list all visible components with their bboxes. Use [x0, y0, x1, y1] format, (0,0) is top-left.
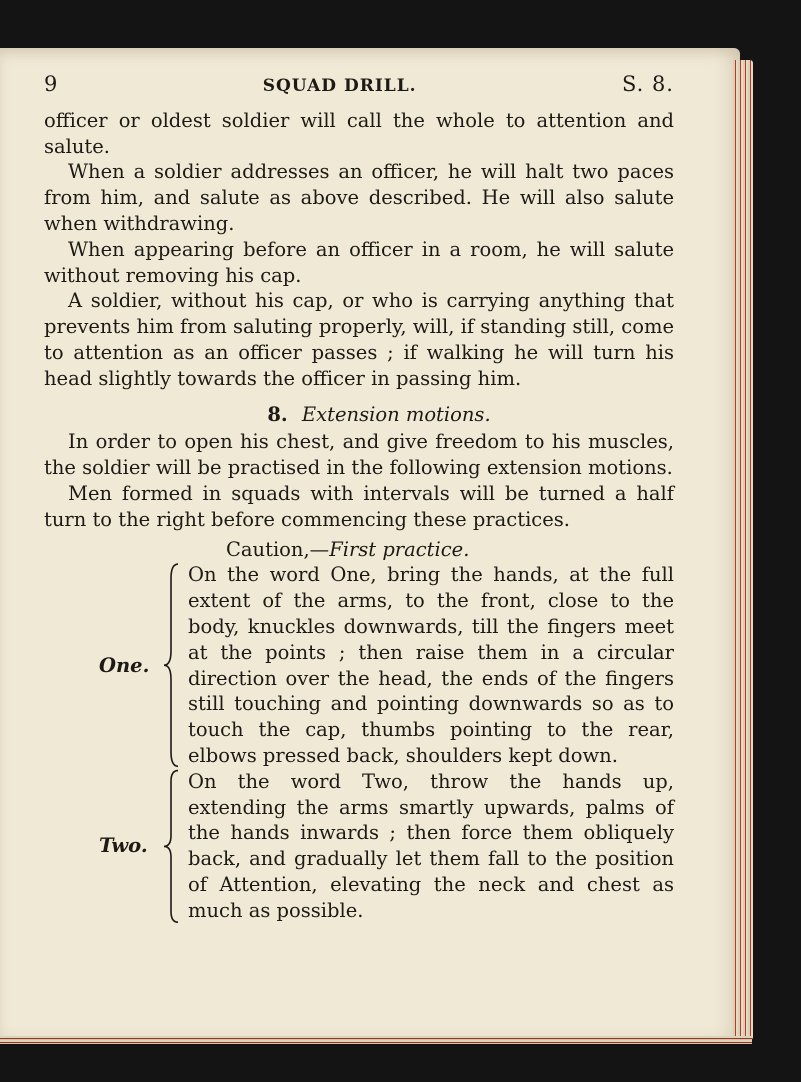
- section-number: S. 8.: [621, 72, 674, 96]
- running-header: [44, 72, 674, 100]
- caution-prefix: Caution,—: [226, 537, 330, 561]
- page-text: [44, 72, 674, 924]
- caution-title: First practice.: [329, 537, 470, 561]
- paragraph: Men formed in squads with intervals will be turned a half turn to the right before commencing these practices.: [44, 481, 674, 531]
- paragraph: A soldier, without his cap, or who is carrying anything that prevents him from saluting properly, will, if standing still, come to attention as an officer passes ; if walking he will turn his head slightly towards the officer in passing him.: [44, 289, 674, 390]
- brace-icon: [156, 562, 188, 768]
- section-heading-title: Extension motions.: [301, 402, 491, 426]
- page-edge-red: [733, 60, 753, 1040]
- motion-label: Two.: [99, 834, 148, 858]
- page-bottom-edge: [0, 1036, 752, 1044]
- page-number: 9: [44, 72, 58, 96]
- motion-one: [44, 562, 674, 768]
- brace-icon: [156, 769, 188, 924]
- paragraph: officer or oldest soldier will call the whole to attention and salute.: [44, 108, 674, 158]
- motion-two: [44, 769, 674, 924]
- paragraph: In order to open his chest, and give freedom to his muscles, the soldier will be practised in the following extension motions.: [44, 430, 674, 480]
- paragraph: When appearing before an officer in a room, he will salute without removing his cap.: [44, 237, 674, 287]
- section-heading-number: 8.: [267, 402, 288, 426]
- motion-text: On the word One, bring the hands, at the full extent of the arms, to the front, close to the body, knuckles downwards, till the fingers meet at the points ; then raise them in a circular direction over the head, the ends of the fingers still touching and pointing downwards so as to touch the cap, thumbs pointing to the rear, elbows pressed back, shoulders kept down.: [188, 563, 674, 767]
- caution-line: [44, 537, 674, 563]
- section-heading: [44, 402, 674, 428]
- motion-text: On the word Two, throw the hands up, extending the arms smartly upwards, palms of the hands inwards ; then force them obliquely back, and gradually let them fall to the position of Attention, elevating the neck and chest as much as possible.: [188, 769, 674, 922]
- motion-label: One.: [99, 653, 150, 677]
- paragraph: When a soldier addresses an officer, he will halt two paces from him, and salute as above described. He will also salute when withdrawing.: [44, 160, 674, 235]
- running-title: SQUAD DRILL.: [262, 76, 417, 96]
